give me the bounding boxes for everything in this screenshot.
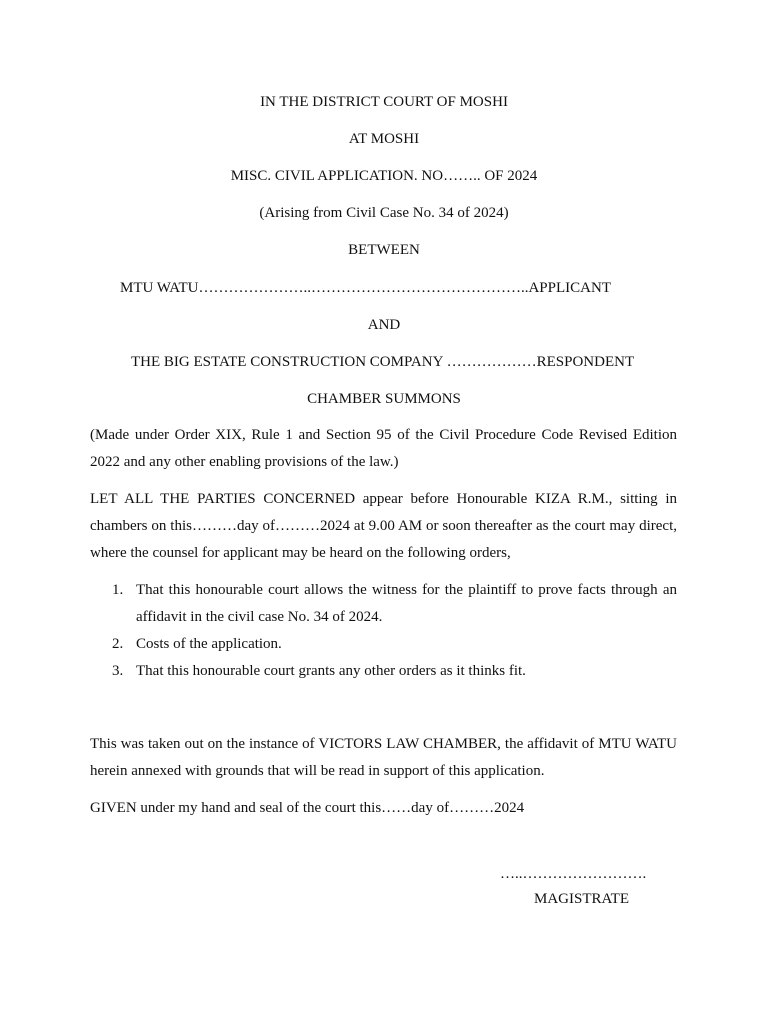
signature-line: …..……………………. — [500, 866, 647, 882]
court-location: AT MOSHI — [348, 131, 420, 147]
list-item-number: 3. — [112, 663, 124, 679]
list-item — [90, 631, 677, 658]
list-item-text: That this honourable court allows the witness for the plaintiff to prove facts through an affidavit in the civil case No. 34 of 2024. — [136, 582, 677, 625]
list-item — [90, 577, 677, 631]
list-item-text: Costs of the application. — [136, 636, 282, 652]
list-item — [90, 658, 677, 685]
court-name: IN THE DISTRICT COURT OF MOSHI — [260, 94, 508, 110]
and-label: AND — [367, 317, 401, 333]
list-item-text: That this honourable court grants any other orders as it thinks fit. — [136, 663, 526, 679]
applicant-line: MTU WATU…………………..……………………………………..APPLICANT — [120, 280, 611, 296]
given-under-paragraph: GIVEN under my hand and seal of the court this……day of………2024 — [90, 800, 525, 816]
let-all-parties-paragraph: LET ALL THE PARTIES CONCERNED appear before Honourable KIZA R.M., sitting in chambers on this………day of………2024 at 9.00 AM or soon thereafter as the court may direct, where the counsel for applicant may be heard on the following orders, — [90, 491, 677, 561]
magistrate-title: MAGISTRATE — [534, 891, 630, 907]
arising-from: (Arising from Civil Case No. 34 of 2024) — [259, 205, 509, 221]
list-item-number: 1. — [112, 582, 124, 598]
application-number: MISC. CIVIL APPLICATION. NO…….. OF 2024 — [230, 168, 538, 184]
taken-out-paragraph: This was taken out on the instance of VICTORS LAW CHAMBER, the affidavit of MTU WATU herein annexed with grounds that will be read in support of this application. — [90, 736, 677, 779]
respondent-line: THE BIG ESTATE CONSTRUCTION COMPANY ………………RESPONDENT — [131, 354, 635, 370]
document-title: CHAMBER SUMMONS — [307, 391, 461, 407]
list-item-number: 2. — [112, 636, 124, 652]
orders-list — [90, 577, 677, 685]
made-under-paragraph: (Made under Order XIX, Rule 1 and Section 95 of the Civil Procedure Code Revised Edition 2022 and any other enabling provisions of the law.) — [90, 427, 677, 470]
between-label: BETWEEN — [348, 242, 420, 258]
